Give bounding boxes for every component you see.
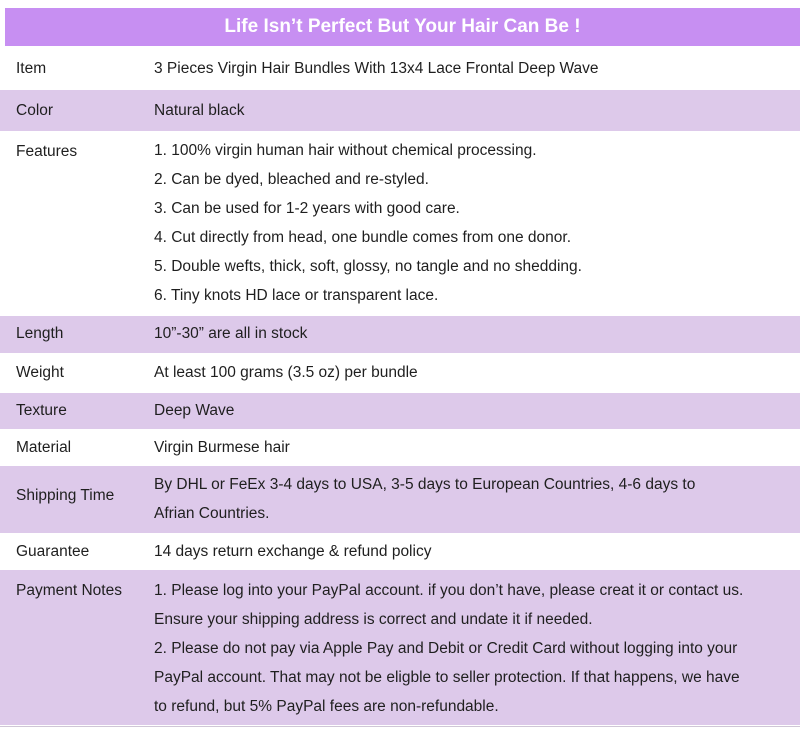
feature-line: 5. Double wefts, thick, soft, glossy, no tangle and no shedding. [154,258,582,275]
row-label: Texture [16,402,67,419]
spec-row-material [0,431,800,464]
feature-line: 3. Can be used for 1-2 years with good care. [154,200,460,217]
spec-row-guarantee [0,535,800,568]
row-value: 10”-30” are all in stock [154,325,308,342]
shipping-line: Afrian Countries. [154,505,270,522]
row-label: Length [16,325,64,342]
row-label: Item [16,60,47,77]
row-label: Weight [16,364,64,381]
row-label: Shipping Time [16,487,115,504]
row-value: Natural black [154,102,245,119]
spec-row-color [0,90,800,131]
payment-line: to refund, but 5% PayPal fees are non-refundable. [154,698,499,715]
shipping-line: By DHL or FeEx 3-4 days to USA, 3-5 days to European Countries, 4-6 days to [154,476,696,493]
row-label: Features [16,143,78,160]
spec-row-length [0,316,800,353]
row-label: Material [16,439,72,456]
row-value: 14 days return exchange & refund policy [154,543,432,560]
payment-line: Ensure your shipping address is correct and undate it if needed. [154,611,593,628]
row-value: Deep Wave [154,402,235,419]
spec-row-weight [0,355,800,391]
feature-line: 1. 100% virgin human hair without chemical processing. [154,142,537,159]
row-value [154,136,794,310]
spec-row-payment [0,570,800,725]
page-banner: Life Isn’t Perfect But Your Hair Can Be ! [5,8,800,46]
row-value [154,470,794,528]
bottom-divider [0,726,800,727]
payment-line: 1. Please log into your PayPal account. if you don’t have, please creat it or contact us. [154,582,744,599]
spec-row-item [0,52,800,88]
row-value [154,576,794,721]
feature-line: 2. Can be dyed, bleached and re-styled. [154,171,429,188]
payment-line: 2. Please do not pay via Apple Pay and Debit or Credit Card without logging into your [154,640,738,657]
row-value: At least 100 grams (3.5 oz) per bundle [154,364,418,381]
spec-row-shipping [0,466,800,533]
spec-row-features [0,133,800,314]
row-value: Virgin Burmese hair [154,439,290,456]
feature-line: 6. Tiny knots HD lace or transparent lace. [154,287,439,304]
row-label: Guarantee [16,543,90,560]
payment-line: PayPal account. That may not be eligble to seller protection. If that happens, we have [154,669,740,686]
spec-row-texture [0,393,800,429]
row-value: 3 Pieces Virgin Hair Bundles With 13x4 Lace Frontal Deep Wave [154,60,599,77]
row-label: Color [16,102,54,119]
feature-line: 4. Cut directly from head, one bundle comes from one donor. [154,229,572,246]
row-label: Payment Notes [16,582,122,599]
